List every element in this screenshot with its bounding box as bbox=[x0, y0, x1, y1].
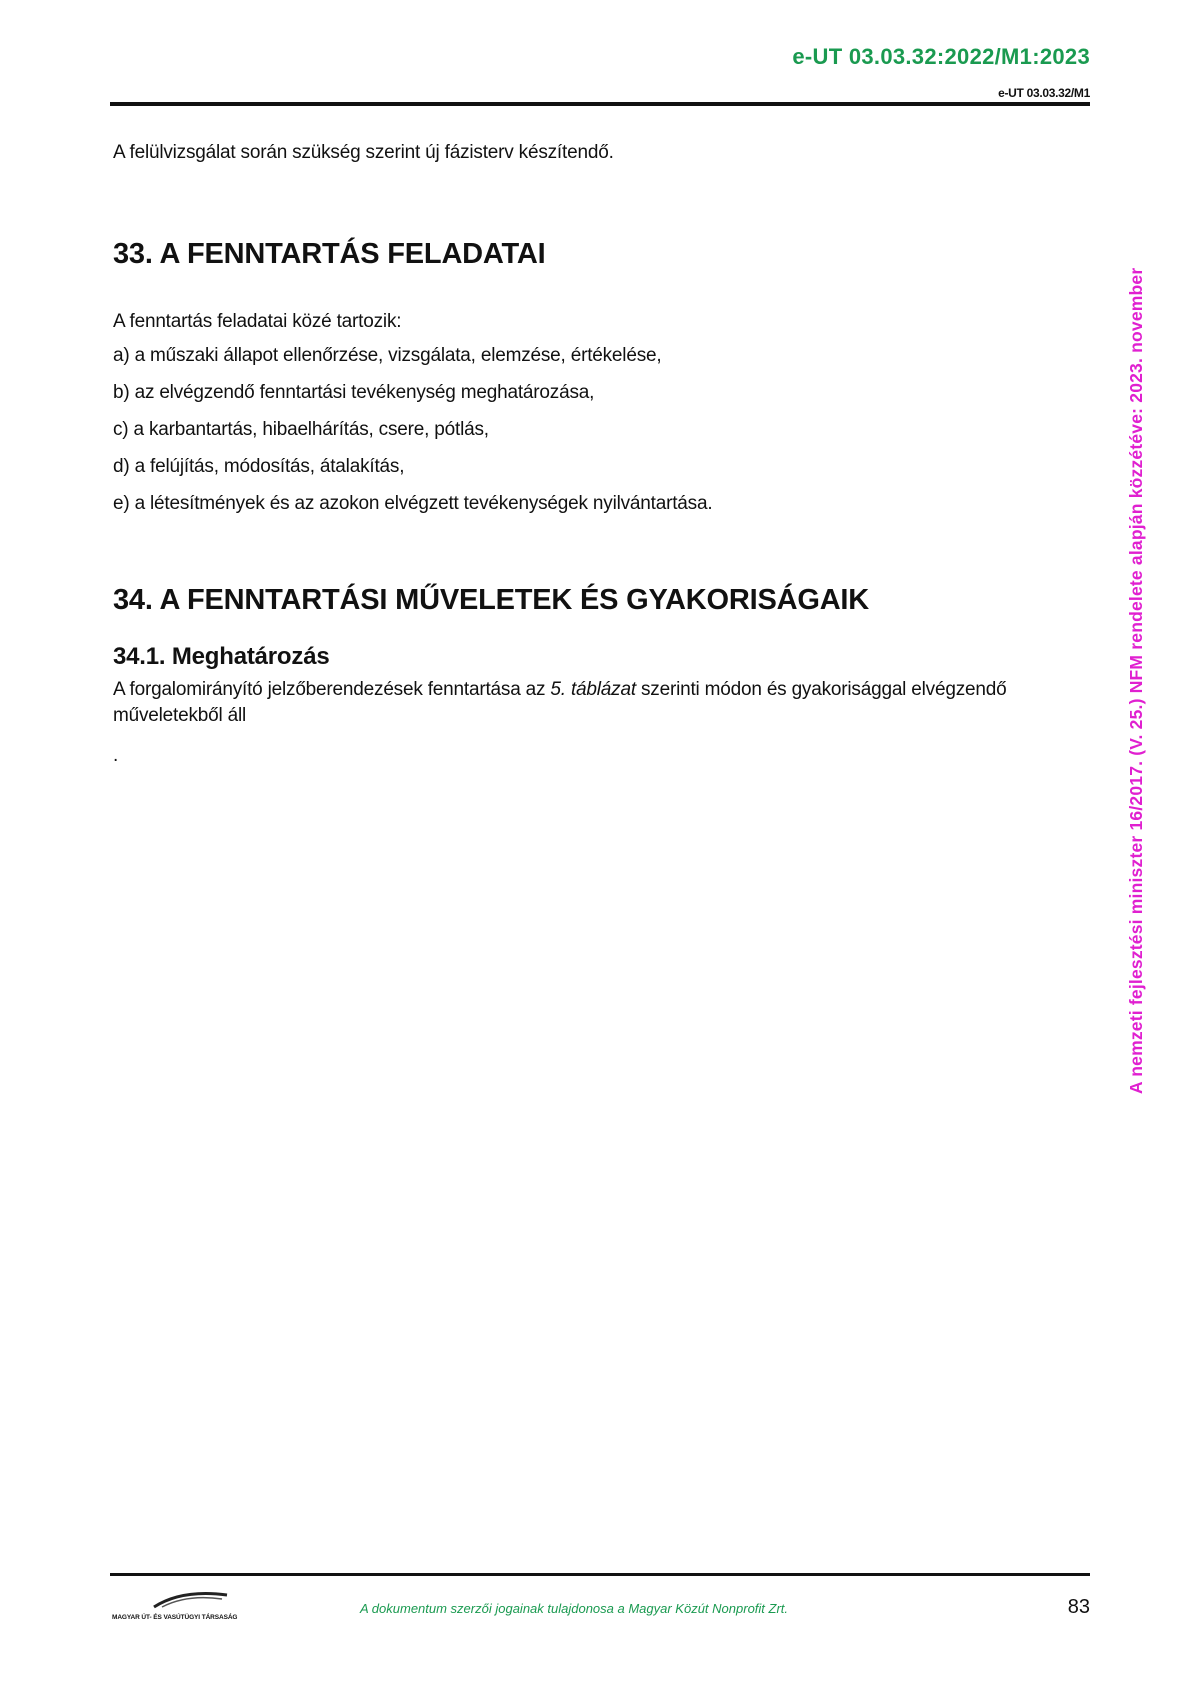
paragraph-text: A forgalomirányító jelzőberendezések fenntartása az bbox=[113, 679, 551, 700]
section-33-task-list bbox=[113, 343, 1073, 528]
page-number: 83 bbox=[1067, 1596, 1090, 1618]
section-34-1-paragraph bbox=[113, 677, 1073, 729]
table-reference: 5. táblázat bbox=[550, 679, 636, 700]
list-item: d) a felújítás, módosítás, átalakítás, bbox=[113, 456, 405, 477]
section-33-heading: 33. A FENNTARTÁS FELADATAI bbox=[113, 238, 546, 270]
list-item: e) a létesítmények és az azokon elvégzett tevékenységek nyilvántartása. bbox=[113, 493, 713, 514]
publication-note: A nemzeti fejlesztési miniszter 16/2017. (V. 25.) NFM rendelete alapján közzétéve: 2023. november bbox=[1126, 267, 1146, 1094]
copyright-notice: A dokumentum szerzői jogainak tulajdonosa a Magyar Közút Nonprofit Zrt. bbox=[360, 1601, 789, 1616]
list-item: a) a műszaki állapot ellenőrzése, vizsgálata, elemzése, értékelése, bbox=[113, 345, 662, 366]
page-content bbox=[113, 140, 1073, 769]
section-34-heading: 34. A FENNTARTÁSI MŰVELETEK ÉS GYAKORISÁGAIK bbox=[113, 584, 870, 616]
section-33-lead: A fenntartás feladatai közé tartozik: bbox=[113, 311, 402, 332]
document-code-short: e-UT 03.03.32/M1 bbox=[998, 86, 1090, 100]
document-code: e-UT 03.03.32:2022/M1:2023 bbox=[792, 44, 1090, 69]
list-item: b) az elvégzendő fenntartási tevékenység meghatározása, bbox=[113, 382, 595, 403]
logo-swoosh-icon bbox=[152, 1589, 302, 1609]
footer-divider bbox=[110, 1573, 1090, 1576]
list-item: c) a karbantartás, hibaelhárítás, csere, pótlás, bbox=[113, 419, 489, 440]
header-divider bbox=[110, 102, 1090, 106]
trailing-mark: . bbox=[113, 745, 119, 766]
paragraph-text: szerinti módon és gyakorisággal elvégzendő műveletekből áll bbox=[113, 679, 1007, 726]
logo-text: MAGYAR ÚT- ÉS VASÚTÜGYI TÁRSASÁG bbox=[112, 1614, 238, 1621]
intro-paragraph: A felülvizsgálat során szükség szerint új fázisterv készítendő. bbox=[113, 142, 614, 163]
society-logo bbox=[112, 1593, 262, 1621]
section-34-1-heading: 34.1. Meghatározás bbox=[113, 643, 330, 670]
